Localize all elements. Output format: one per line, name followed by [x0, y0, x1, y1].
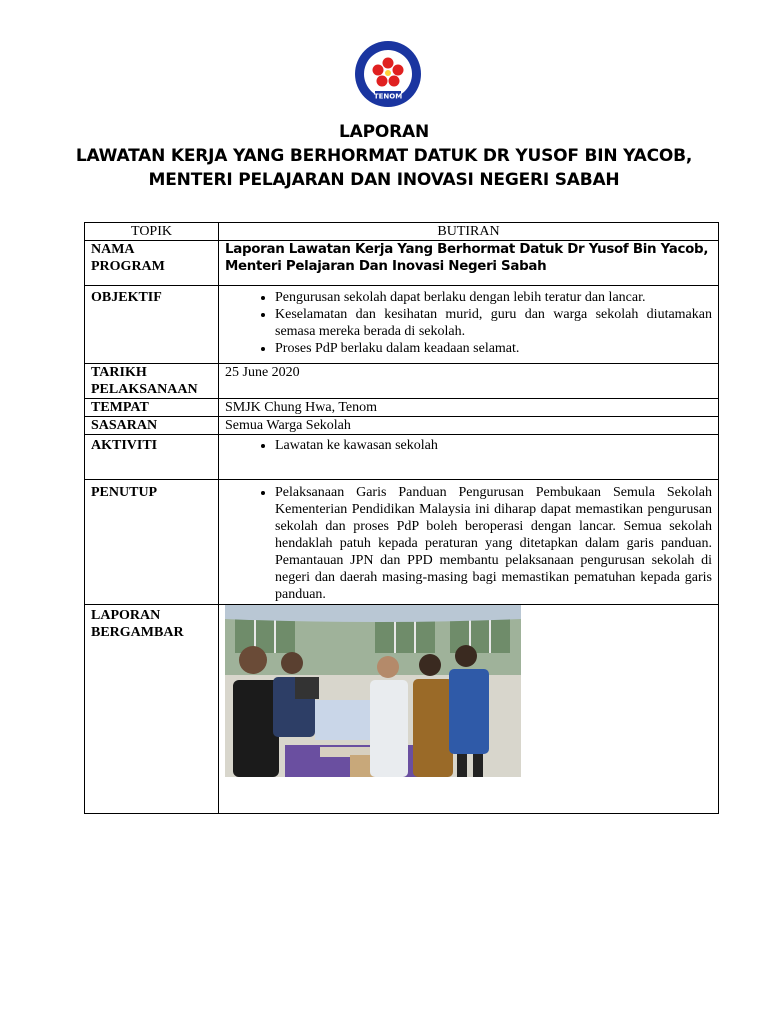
row-objektif — [85, 286, 719, 364]
label-laporan-bergambar — [85, 605, 219, 814]
label-line: LAPORAN — [91, 608, 161, 623]
list-item: • Keselamatan dan kesihatan murid, guru dan warga sekolah diutamakan semasa mereka berada di sekolah. — [275, 306, 712, 340]
value-tarikh: 25 June 2020 — [219, 364, 719, 399]
label-line: PROGRAM — [91, 259, 165, 274]
value-penutup — [219, 480, 719, 605]
label-line: NAMA — [91, 242, 135, 257]
aktiviti-list — [225, 437, 712, 454]
label-objektif: OBJEKTIF — [85, 286, 219, 364]
value-objektif — [219, 286, 719, 364]
list-item: • Pengurusan sekolah dapat berlaku dengan lebih teratur dan lancar. — [275, 289, 712, 306]
row-tarikh — [85, 364, 719, 399]
label-line: TARIKH — [91, 365, 147, 380]
row-penutup — [85, 480, 719, 605]
header-details: BUTIRAN — [219, 223, 719, 241]
label-line: PELAKSANAAN — [91, 382, 198, 397]
school-crest-icon — [353, 39, 423, 109]
label-nama-program — [85, 241, 219, 286]
value-nama-program — [219, 241, 719, 286]
header-topic: TOPIK — [85, 223, 219, 241]
objektif-list — [225, 289, 712, 357]
list-item: • Proses PdP berlaku dalam keadaan selamat. — [275, 340, 712, 357]
row-aktiviti — [85, 435, 719, 480]
penutup-list — [225, 484, 712, 603]
value-sasaran: Semua Warga Sekolah — [219, 417, 719, 435]
label-tempat: TEMPAT — [85, 399, 219, 417]
value-tempat: SMJK Chung Hwa, Tenom — [219, 399, 719, 417]
report-table — [84, 222, 719, 814]
photo-cell — [219, 605, 719, 814]
row-tempat — [85, 399, 719, 417]
program-name-line: Menteri Pelajaran Dan Inovasi Negeri Sabah — [225, 259, 547, 274]
crest-label: TENOM — [373, 92, 403, 101]
heading-line-3: MENTERI PELAJARAN DAN INOVASI NEGERI SABAH — [148, 170, 620, 190]
list-item: • Lawatan ke kawasan sekolah — [275, 437, 712, 454]
label-tarikh — [85, 364, 219, 399]
label-penutup: PENUTUP — [85, 480, 219, 605]
report-heading — [0, 120, 768, 192]
value-aktiviti — [219, 435, 719, 480]
row-sasaran — [85, 417, 719, 435]
label-line: BERGAMBAR — [91, 625, 184, 640]
visit-photo — [225, 605, 521, 777]
list-item: • Pelaksanaan Garis Panduan Pengurusan Pembukaan Semula Sekolah Kementerian Pendidikan Malaysia ini diharap dapat memastikan pengurusan sekolah dan proses PdP boleh beroperasi dengan lancar. Semua sekolah hendaklah patuh kepada peraturan yang ditetapkan dalam garis panduan. Pemantauan JPN dan PPD membantu pelaksanaan pengurusan sekolah di negeri dan daerah masing-masing bagi memastikan pematuhan kepada garis panduan. — [275, 484, 712, 603]
row-laporan-bergambar — [85, 605, 719, 814]
heading-line-2: LAWATAN KERJA YANG BERHORMAT DATUK DR YUSOF BIN YACOB, — [75, 146, 693, 166]
label-sasaran: SASARAN — [85, 417, 219, 435]
heading-line-1: LAPORAN — [339, 122, 429, 142]
table-header-row — [85, 223, 719, 241]
program-name-line: Laporan Lawatan Kerja Yang Berhormat Datuk Dr Yusof Bin Yacob, — [225, 242, 709, 257]
row-nama-program — [85, 241, 719, 286]
label-aktiviti: AKTIVITI — [85, 435, 219, 480]
